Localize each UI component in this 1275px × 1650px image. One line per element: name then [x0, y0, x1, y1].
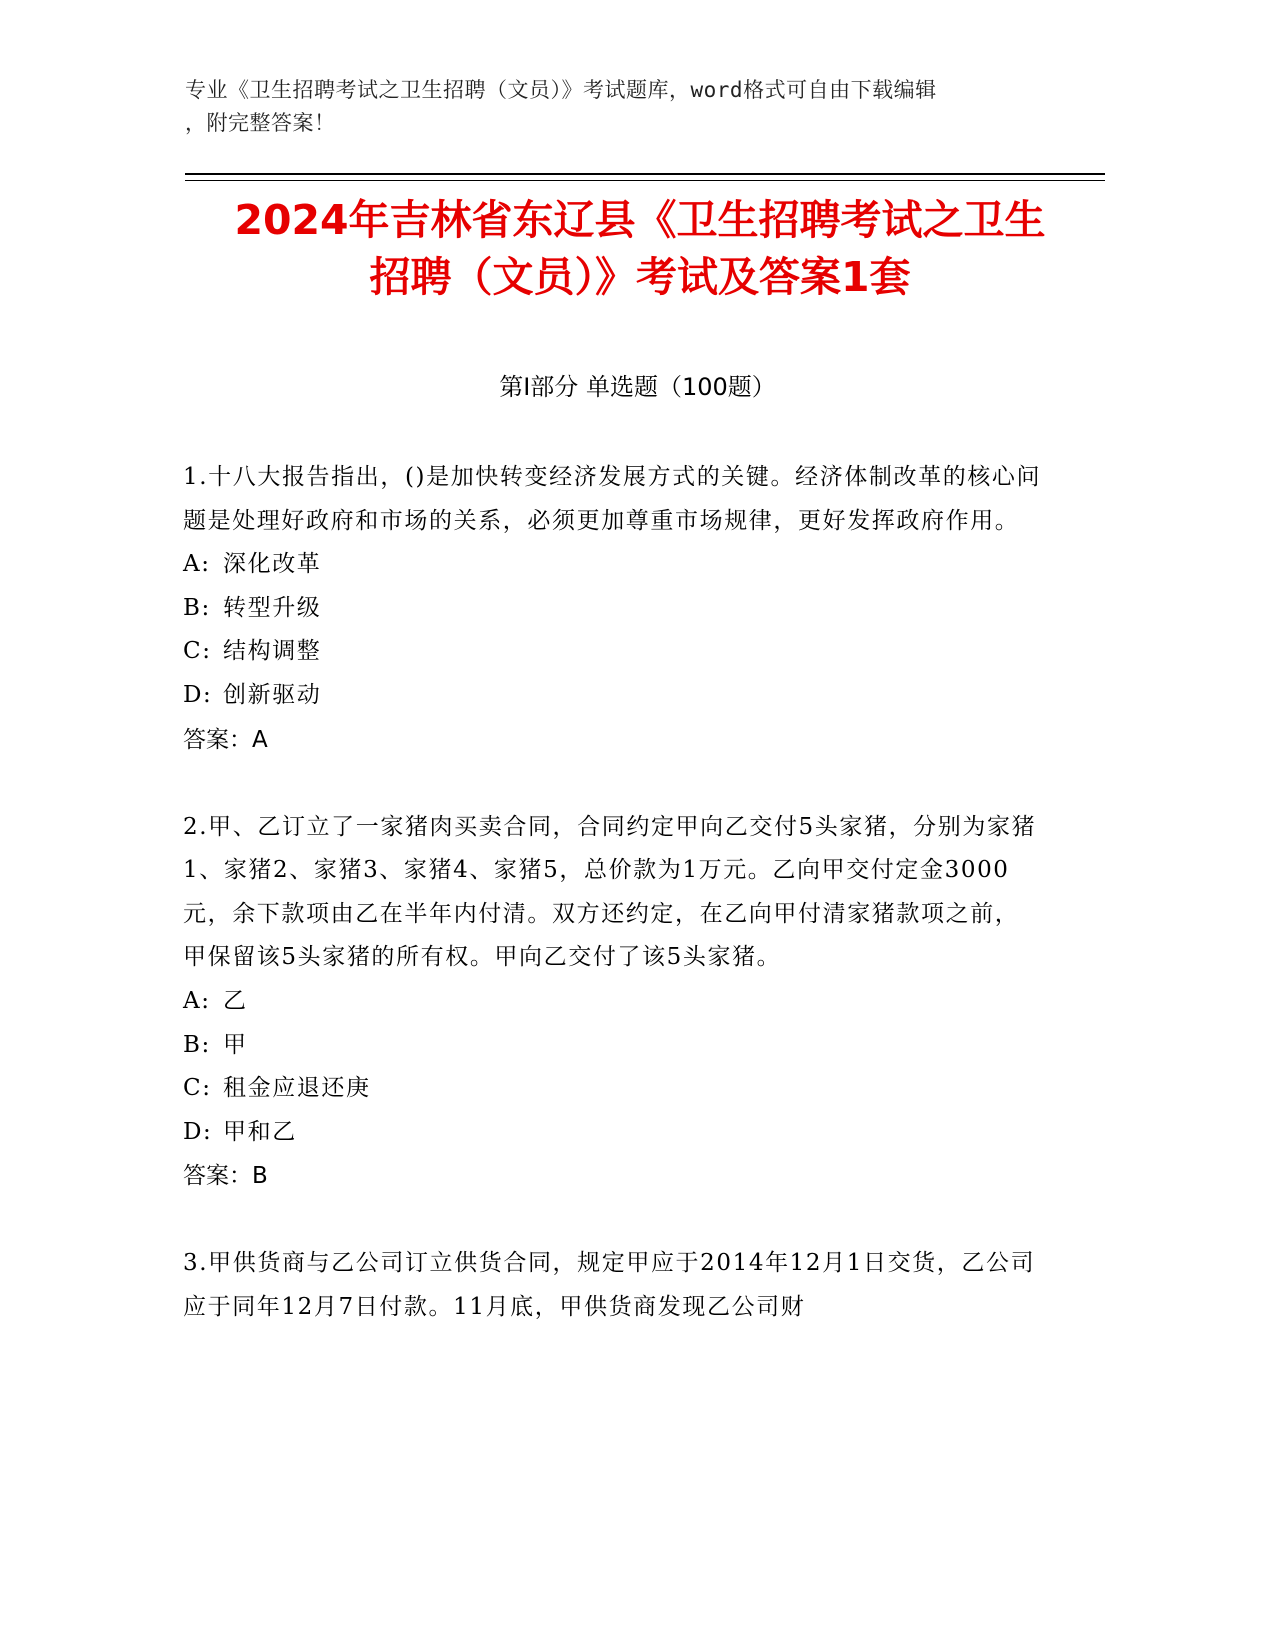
- header-note-line-1: 专业《卫生招聘考试之卫生招聘（文员）》考试题库，word格式可自由下载编辑: [185, 78, 937, 102]
- option-text: 深化改革: [223, 551, 322, 578]
- header-note: [185, 74, 1085, 140]
- option-b: [183, 1024, 1043, 1068]
- option-a: [183, 980, 1043, 1024]
- option-letter: C:: [183, 1075, 212, 1102]
- answer-line: 答案：B: [183, 1163, 268, 1190]
- header-divider-thin: [185, 180, 1105, 181]
- question-2: [183, 806, 1043, 1199]
- option-letter: C:: [183, 638, 212, 665]
- option-letter: A:: [183, 987, 211, 1014]
- option-text: 租金应退还庚: [223, 1075, 371, 1102]
- option-letter: A:: [183, 551, 211, 578]
- option-letter: D:: [183, 681, 213, 708]
- document-title-line-1: 2024年吉林省东辽县《卫生招聘考试之卫生: [234, 196, 1046, 244]
- option-text: 创新驱动: [223, 681, 322, 708]
- option-text: 转型升级: [223, 594, 322, 621]
- question-stem: 1.十八大报告指出，()是加快转变经济发展方式的关键。经济体制改革的核心问题是处理好政府和市场的关系，必须更加尊重市场规律，更好发挥政府作用。: [183, 464, 1042, 534]
- option-d: [183, 1111, 1043, 1155]
- document-title: [140, 192, 1140, 306]
- option-text: 乙: [223, 987, 248, 1014]
- question-stem: 2.甲、乙订立了一家猪肉买卖合同，合同约定甲向乙交付5头家猪，分别为家猪1、家猪2、家猪3、家猪4、家猪5，总价款为1万元。乙向甲交付定金3000元，余下款项由乙在半年内付清。双方还约定，在乙向甲付清家猪款项之前，甲保留该5头家猪的所有权。甲向乙交付了该5头家猪。: [183, 813, 1037, 971]
- option-letter: B:: [183, 594, 211, 621]
- header-divider-thick: [185, 173, 1105, 175]
- header-note-line-2: ，附完整答案！: [185, 111, 336, 135]
- option-d: [183, 674, 1043, 718]
- option-a: [183, 543, 1043, 587]
- document-title-line-2: 招聘（文员）》考试及答案1套: [369, 253, 911, 301]
- question-1: [183, 456, 1043, 762]
- answer-line: 答案：A: [183, 726, 268, 753]
- option-letter: B:: [183, 1031, 211, 1058]
- section-heading: 第Ⅰ部分 单选题（100题）: [499, 373, 776, 401]
- option-text: 甲: [223, 1031, 248, 1058]
- option-c: [183, 630, 1043, 674]
- question-stem: 3.甲供货商与乙公司订立供货合同，规定甲应于2014年12月1日交货，乙公司应于同年12月7日付款。11月底，甲供货商发现乙公司财: [183, 1250, 1036, 1320]
- option-letter: D:: [183, 1118, 213, 1145]
- option-text: 甲和乙: [223, 1118, 297, 1145]
- question-3: [183, 1242, 1043, 1329]
- option-c: [183, 1067, 1043, 1111]
- option-b: [183, 587, 1043, 631]
- option-text: 结构调整: [223, 638, 322, 665]
- question-list: [183, 456, 1043, 1374]
